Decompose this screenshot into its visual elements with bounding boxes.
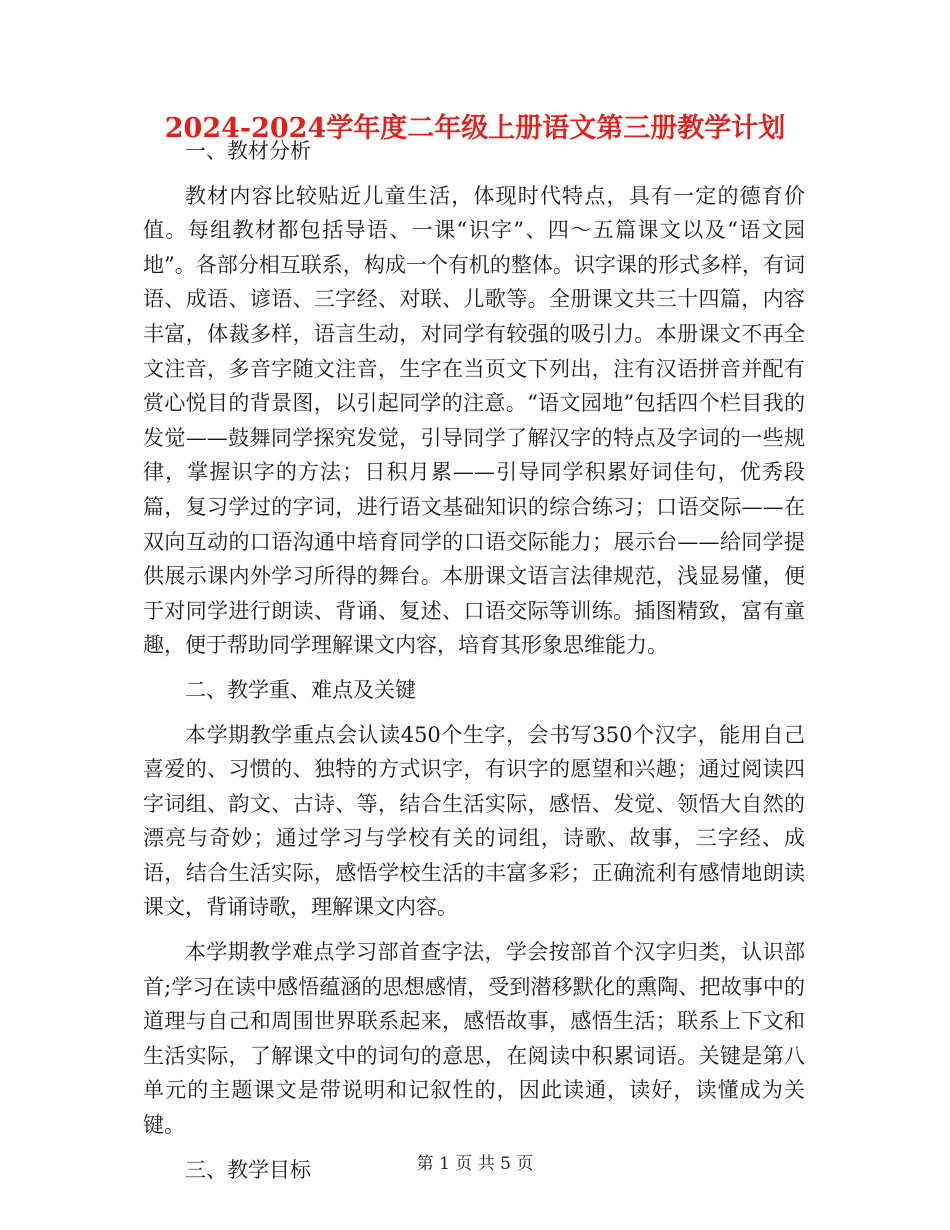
document-body (143, 134, 805, 1187)
paragraph-teaching-difficulty: 本学期教学难点学习部首查字法，学会按部首个汉字归类，认识部首;学习在读中感悟蕴涵的思想感情，受到潜移默化的熏陶、把故事中的道理与自己和周围世界联系起来，感悟故事，感悟生活；联系上下文和生活实际，了解课文中的词句的意思，在阅读中积累词语。关键是第八单元的主题课文是带说明和记叙性的，因此读通，读好，读懂成为关键。 (143, 940, 805, 1138)
paragraph-teaching-focus: 本学期教学重点会认读450个生字，会书写350个汉字，能用自己喜爱的、习惯的、独特的方式识字，有识字的愿望和兴趣；通过阅读四字词组、韵文、古诗、等，结合生活实际，感悟、发觉、领悟大自然的漂亮与奇妙；通过学习与学校有关的词组，诗歌、故事，三字经、成语，结合生活实际，感悟学校生活的丰富多彩；正确流利有感情地朗读课文，背诵诗歌，理解课文内容。 (143, 722, 805, 920)
document-title: 2024-2024学年度二年级上册语文第三册教学计划 (164, 113, 786, 144)
page-number-footer (0, 1153, 950, 1175)
paragraph-textbook-analysis: 教材内容比较贴近儿童生活，体现时代特点，具有一定的德育价值。每组教材都包括导语、一课“识字”、四～五篇课文以及“语文园地”。各部分相互联系，构成一个有机的整体。识字课的形式多样，有词语、成语、谚语、三字经、对联、儿歌等。全册课文共三十四篇，内容丰富，体裁多样，语言生动，对同学有较强的吸引力。本册课文不再全文注音，多音字随文注音，生字在当页文下列出，注有汉语拼音并配有赏心悦目的背景图，以引起同学的注意。“语文园地”包括四个栏目我的发觉——鼓舞同学探究发觉，引导同学了解汉字的特点及字词的一些规律，掌握识字的方法；日积月累——引导同学积累好词佳句，优秀段篇，复习学过的字词，进行语文基础知识的综合练习；口语交际——在双向互动的口语沟通中培育同学的口语交际能力；展示台——给同学提供展示课内外学习所得的舞台。本册课文语言法律规范，浅显易懂，便于对同学进行朗读、背诵、复述、口语交际等训练。插图精致，富有童趣，便于帮助同学理解课文内容，培育其形象思维能力。 (143, 183, 805, 658)
section-heading-textbook-analysis: 一、教材分析 (185, 139, 311, 163)
page-number-text: 第 1 页 共 5 页 (416, 1154, 534, 1174)
section-heading-key-points: 二、教学重、难点及关键 (185, 677, 416, 702)
section-heading-teaching-goals: 三、教学目标 (185, 1157, 311, 1182)
